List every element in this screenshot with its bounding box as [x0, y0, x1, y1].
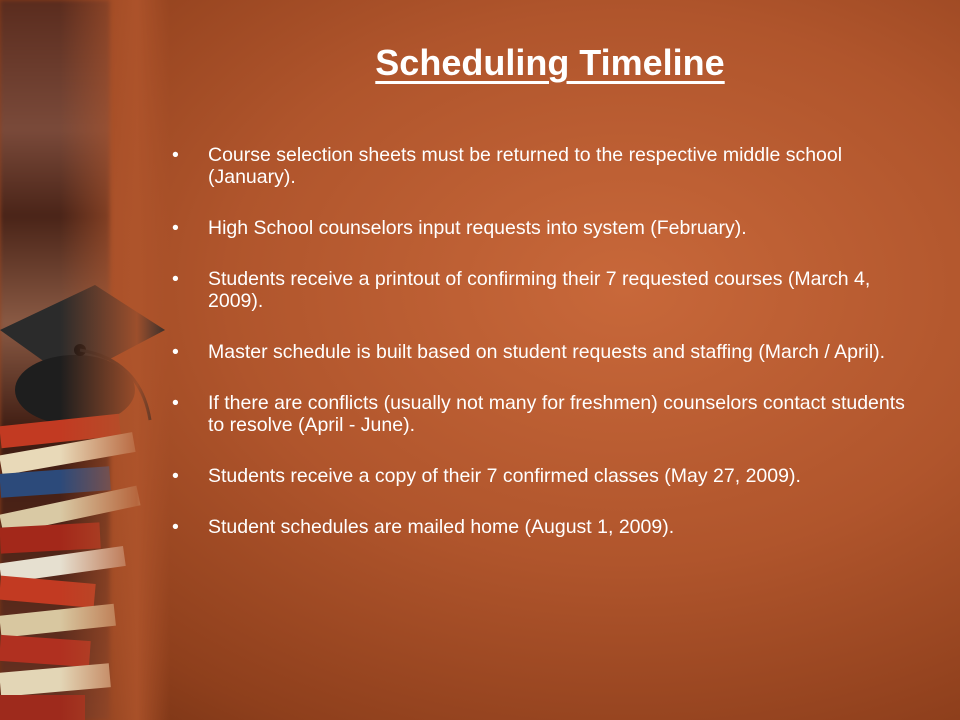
bullet-point-icon: •	[172, 144, 179, 166]
bullet-item	[172, 144, 922, 188]
bullet-point-icon: •	[172, 516, 179, 538]
bullet-text: Students receive a printout of confirming their 7 requested courses (March 4, 2009).	[208, 268, 871, 312]
bullet-item	[172, 268, 922, 312]
bullet-item	[172, 341, 922, 363]
bullet-point-icon: •	[172, 341, 179, 363]
bullet-text: Students receive a copy of their 7 confirmed classes (May 27, 2009).	[208, 465, 801, 487]
bullet-text: Master schedule is built based on student requests and staffing (March / April).	[208, 341, 886, 363]
bullet-point-icon: •	[172, 217, 179, 239]
bullet-item	[172, 217, 922, 239]
bullet-point-icon: •	[172, 465, 179, 487]
bullet-item	[172, 392, 922, 436]
bullet-text: If there are conflicts (usually not many for freshmen) counselors contact students to resolve (April - June).	[208, 392, 905, 436]
bullet-item	[172, 465, 922, 487]
bullet-text: Student schedules are mailed home (August 1, 2009).	[208, 516, 675, 538]
slide-title: Scheduling Timeline	[375, 42, 725, 83]
bullet-item	[172, 516, 922, 538]
bullet-text: Course selection sheets must be returned to the respective middle school (January).	[208, 144, 843, 188]
bullet-point-icon: •	[172, 392, 179, 414]
decorative-image-strip	[0, 0, 170, 720]
bullet-point-icon: •	[172, 268, 179, 290]
bullet-list	[172, 144, 922, 567]
bullet-text: High School counselors input requests into system (February).	[208, 217, 747, 239]
